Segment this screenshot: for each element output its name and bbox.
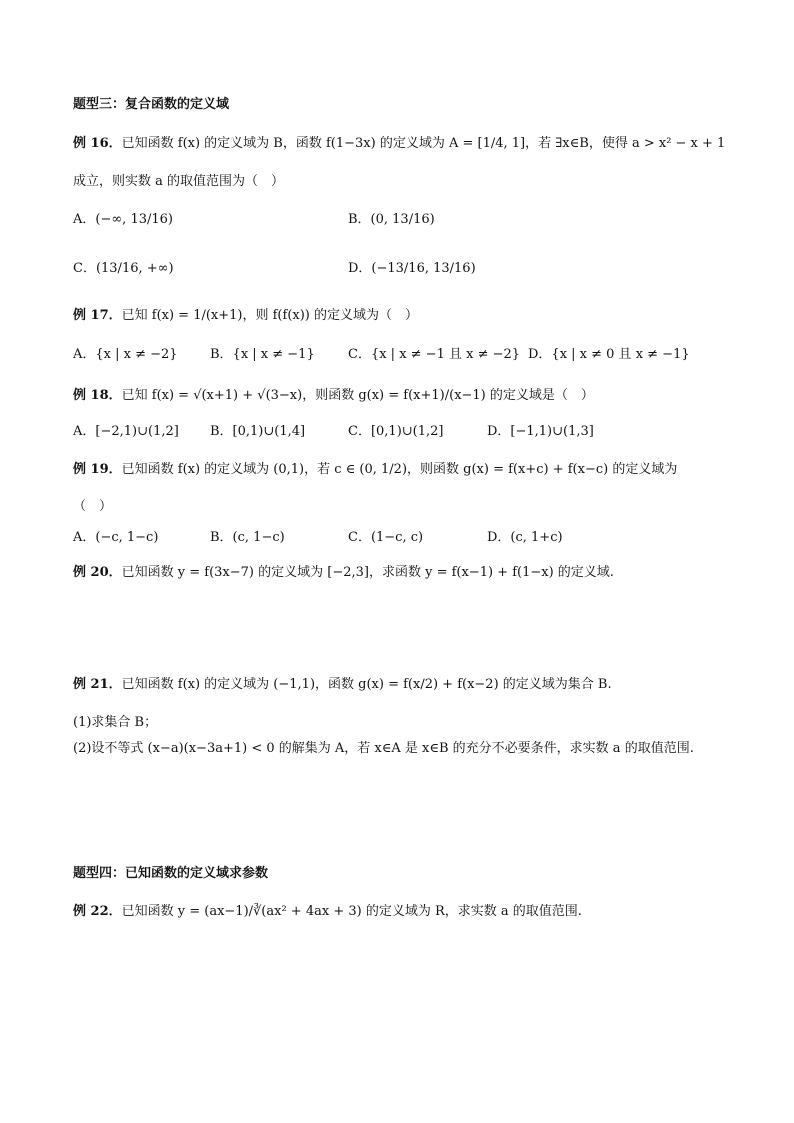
example-text: 已知 f(x) = √(x+1) + √(3−x)，则函数 g(x) = f(x+1)/(x−1) 的定义域是（ ） bbox=[121, 388, 594, 403]
example-16-stem bbox=[73, 134, 725, 154]
example-label: 例 21． bbox=[73, 677, 122, 692]
example-label: 例 18． bbox=[73, 388, 122, 403]
example-text: 已知 f(x) = 1/(x+1)，则 f(f(x)) 的定义域为（ ） bbox=[121, 308, 418, 323]
example-text: 已知函数 y = (ax−1)/∛(ax² + 4ax + 3) 的定义域为 R，求实数 a 的取值范围. bbox=[121, 904, 582, 919]
example-21-stem bbox=[73, 675, 612, 695]
example-21-part-2: (2)设不等式 (x−a)(x−3a+1) < 0 的解集为 A，若 x∈A 是 x∈B 的充分不必要条件，求实数 a 的取值范围. bbox=[73, 741, 694, 756]
option-c: C．(1−c, c) bbox=[348, 530, 424, 545]
example-label: 例 17． bbox=[73, 308, 122, 323]
option-b: B．{x | x ≠ −1} bbox=[210, 347, 315, 362]
option-a: A．(−c, 1−c) bbox=[73, 530, 159, 545]
example-text: 已知函数 f(x) 的定义域为 B，函数 f(1−3x) 的定义域为 A = [1/4, 1]，若 ∃x∈B，使得 a > x² − x + 1 bbox=[121, 136, 726, 151]
example-19-stem-continued: （ ） bbox=[73, 499, 113, 514]
example-21-part-1: (1)求集合 B； bbox=[73, 715, 158, 730]
option-a: A．[−2,1)∪(1,2] bbox=[73, 424, 179, 439]
example-17-stem bbox=[73, 306, 418, 326]
example-text: 已知函数 y = f(3x−7) 的定义域为 [−2,3]，求函数 y = f(x−1) + f(1−x) 的定义域. bbox=[121, 565, 614, 580]
example-19-stem bbox=[73, 460, 677, 480]
example-label: 例 19． bbox=[73, 462, 122, 477]
example-label: 例 20． bbox=[73, 565, 122, 580]
section-title: 题型四：已知函数的定义域求参数 bbox=[73, 866, 269, 881]
option-b: B．(c, 1−c) bbox=[210, 530, 285, 545]
section-title: 题型三：复合函数的定义域 bbox=[73, 97, 230, 112]
option-b: B．(0, 13/16) bbox=[348, 212, 435, 227]
option-d: D．[−1,1)∪(1,3] bbox=[487, 424, 594, 439]
example-text: 已知函数 f(x) 的定义域为 (−1,1)，函数 g(x) = f(x/2) + f(x−2) 的定义域为集合 B. bbox=[121, 677, 612, 692]
option-c: C．(13/16, +∞) bbox=[73, 261, 174, 276]
example-label: 例 22． bbox=[73, 904, 122, 919]
option-a: A．(−∞, 13/16) bbox=[73, 212, 173, 227]
example-22-stem bbox=[73, 902, 582, 922]
option-d: D．(−13/16, 13/16) bbox=[348, 261, 476, 276]
example-text: 已知函数 f(x) 的定义域为 (0,1)，若 c ∈ (0, 1/2)，则函数 g(x) = f(x+c) + f(x−c) 的定义域为 bbox=[121, 462, 678, 477]
example-16-stem-continued: 成立，则实数 a 的取值范围为（ ） bbox=[73, 174, 285, 189]
example-label: 例 16． bbox=[73, 136, 122, 151]
option-a: A．{x | x ≠ −2} bbox=[73, 347, 178, 362]
option-c: C．{x | x ≠ −1 且 x ≠ −2} bbox=[348, 347, 521, 362]
option-d: D．(c, 1+c) bbox=[487, 530, 563, 545]
example-20-stem bbox=[73, 563, 614, 583]
option-d: D．{x | x ≠ 0 且 x ≠ −1} bbox=[528, 347, 690, 362]
example-18-stem bbox=[73, 386, 594, 406]
option-b: B．[0,1)∪(1,4] bbox=[210, 424, 306, 439]
option-c: C．[0,1)∪(1,2] bbox=[348, 424, 444, 439]
